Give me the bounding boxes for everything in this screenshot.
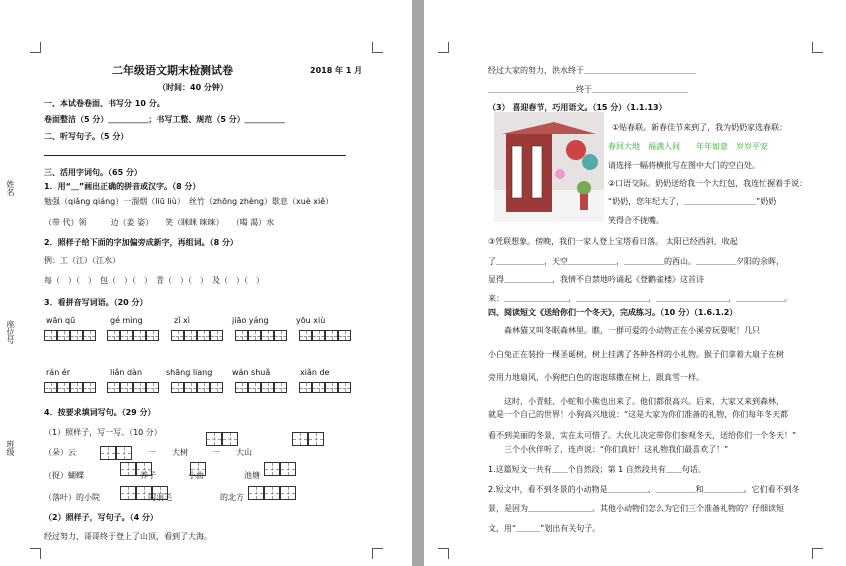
- page-left: [0, 0, 412, 566]
- question-2-row: 每（ ）（ ） 包（ ）（ ） 青（ ）（ ） 及（ ）（ ）: [44, 276, 264, 285]
- writing-grid[interactable]: [171, 330, 223, 341]
- question-3: 3．看拼音写词语。（20 分）: [44, 298, 148, 307]
- crop-mark: [438, 42, 449, 53]
- oral-task: ②口语交际。奶奶送给我一个大红包，我连忙握着手说：: [608, 179, 808, 188]
- pinyin-label: zǐ xì: [174, 316, 190, 325]
- crop-mark: [372, 42, 383, 53]
- question-4-2: （2）照样子，写句子。（4 分）: [44, 513, 158, 522]
- writing-grid[interactable]: [44, 382, 96, 393]
- couplet-task: ①贴春联。新春佳节来到了，我为奶奶家选春联：: [612, 123, 788, 132]
- writing-grid[interactable]: [206, 432, 238, 446]
- pinyin-label: wān qū: [46, 316, 76, 325]
- question-2-example: 例：工（江）（江水）: [44, 256, 120, 265]
- oral-dialog-end: 笑得合不拢嘴。: [608, 216, 664, 225]
- writing-grid[interactable]: [235, 330, 287, 341]
- text-line: ＿＿＿＿＿＿＿＿＿＿＿终于＿＿＿＿＿＿＿＿＿＿＿＿: [488, 85, 688, 94]
- question-4-row-3: （落叶）的小院 的羽毛 的北方: [44, 493, 244, 502]
- crop-mark: [812, 548, 823, 559]
- answer-line: [44, 155, 346, 156]
- exam-date: 2018 年 1 月: [310, 66, 363, 75]
- imagine-line-3: 显得＿＿＿＿＿＿，我情不自禁地吟诵起《登鹳雀楼》这首诗: [488, 275, 704, 284]
- crop-mark: [438, 548, 449, 559]
- section-4-heading: 四、阅读短文《送给你们一个冬天》，完成练习。（10 分）（1.6.1.2）: [488, 308, 738, 317]
- section-1: 一、本试卷卷面、书写分 10 分。: [44, 99, 165, 108]
- question-2: 2．照样子给下面的字加偏旁成新字，再组词。（8 分）: [44, 238, 238, 247]
- imagine-task: ③凭联想象。傍晚，我们一家人登上宝塔看日落。 太阳已经西斜，收起: [488, 237, 738, 246]
- section-3: 三、活用字词句。（65 分）: [44, 168, 142, 177]
- crop-mark: [30, 548, 41, 559]
- writing-grid[interactable]: [299, 330, 351, 341]
- page-right: [424, 0, 846, 566]
- exam-time: （时间：40 分钟）: [158, 83, 228, 92]
- pinyin-label: yōu xiù: [296, 316, 326, 325]
- writing-grid[interactable]: [107, 330, 159, 341]
- pinyin-label: xiǎn de: [300, 368, 330, 377]
- section-2: 二、听写句子。（5 分）: [44, 132, 129, 141]
- question-4-row-2: （捉）蝴蝶 养子 小曲 池塘: [44, 471, 260, 480]
- couplet-instruction: 请选择一幅将横批写在图中大门的空白处。: [608, 161, 760, 170]
- pinyin-label: jiāo yáng: [232, 316, 269, 325]
- question-4-row-1: （朵）云 一 大树 一 大山: [44, 448, 252, 457]
- answer-question-2: 2.短文中，看不到冬景的小动物是＿＿＿＿＿、＿＿＿＿＿和＿＿＿＿＿。它们看不到冬: [488, 485, 800, 494]
- question-1-row-2: （带 代）领 边（姜 姿） 笑（眯眯 咪咪） （喝 渴）水: [44, 218, 275, 227]
- question-1: 1．用“＿”画出正确的拼音或汉字。（8 分）: [44, 182, 201, 191]
- imagine-line-2: 了＿＿＿＿＿＿，天空＿＿＿＿＿＿，＿＿＿＿＿的西山。＿＿＿＿＿夕阳的余晖，: [488, 257, 784, 266]
- writing-grid[interactable]: [292, 432, 324, 446]
- writing-grid[interactable]: [248, 486, 296, 500]
- question-4: 4．按要求填词写句。（29 分）: [44, 408, 156, 417]
- imagine-line-4: 来：＿＿＿＿＿＿＿＿，＿＿＿＿＿＿＿＿＿，＿＿＿＿＿＿＿＿＿，＿＿＿＿＿＿。: [488, 294, 792, 303]
- crop-mark: [30, 42, 41, 53]
- writing-grid[interactable]: [299, 382, 351, 393]
- writing-grid[interactable]: [107, 382, 159, 393]
- side-label-name: 姓名: [6, 180, 15, 196]
- section-1-scores: 卷面整洁（5 分）＿＿＿＿＿；书写工整、规范（5 分）＿＿＿＿＿: [44, 115, 285, 124]
- writing-grid[interactable]: [100, 446, 132, 460]
- passage-line: 看不到美丽的冬景，实在太可惜了。大伙儿决定带你们参观冬天，送给你们一个冬天！”: [488, 431, 797, 440]
- question-4-2-example: 经过努力，哥哥终于登上了山顶，看到了大海。: [44, 532, 212, 541]
- side-label-class: 班级: [6, 440, 15, 456]
- writing-grid[interactable]: [120, 486, 168, 500]
- passage-line: 小白兔正在装扮一棵圣诞树，树上挂满了各种各样的小礼物。猴子们拿着大扇子在树: [488, 350, 784, 359]
- answer-question-2-line-3: 文，用“＿＿＿”划出有关句子。: [488, 524, 601, 533]
- passage-line: 旁用力地扇风，小狗把白色的泡泡球撒在树上，跟真雪一样。: [488, 373, 704, 382]
- pinyin-label: rán ér: [46, 368, 71, 377]
- pinyin-label: wán shuǎ: [232, 368, 271, 377]
- pinyin-label: liǎn dàn: [110, 368, 143, 377]
- oral-dialog: “奶奶，您年纪大了，＿＿＿＿＿＿＿＿＿”奶奶: [608, 197, 777, 206]
- crop-mark: [372, 548, 383, 559]
- writing-grid[interactable]: [120, 462, 152, 476]
- writing-grid[interactable]: [171, 382, 223, 393]
- passage-line: 三个小伙伴听了，连声说：“你们真好！这礼物我们最喜欢了！”: [488, 445, 729, 454]
- illustration-svg: [494, 112, 604, 222]
- text-line: 经过大家的努力，洪水终于＿＿＿＿＿＿＿＿＿＿＿＿＿＿: [488, 66, 696, 75]
- page-title: 二年级语文期末检测试卷: [112, 64, 233, 77]
- question-1-row-1: 勉强（qiǎng qiáng）一溜烟（liū liù） 丝竹（zhōng zhèng）歇息（xuè xiě）: [44, 197, 334, 206]
- passage-line: 就是一个自己的世界！小狗高兴地说：“这是大家为你们准备的礼物，你们每年冬天都: [488, 410, 789, 419]
- answer-question-2-line-2: 景，是因为＿＿＿＿＿＿＿＿。其他小动物们怎么为它们三个准备礼物的？仔细读短: [488, 504, 784, 513]
- writing-grid[interactable]: [264, 462, 296, 476]
- writing-grid[interactable]: [44, 330, 96, 341]
- pinyin-label: gé mìng: [110, 316, 143, 325]
- couplet-options: 春回大地 福满人间 年年如意 岁岁平安: [608, 142, 768, 151]
- spring-festival-illustration: [494, 112, 604, 222]
- side-label-seat: 座位号: [6, 320, 15, 344]
- writing-grid[interactable]: [190, 462, 206, 476]
- writing-grid[interactable]: [235, 382, 287, 393]
- answer-question-1: 1.这篇短文一共有＿＿个自然段；第 1 自然段共有＿＿句话。: [488, 465, 706, 474]
- passage-line: 森林猫又叫冬眠森林里。瞧，一群可爱的小动物正在小溪旁玩耍呢！几只: [488, 326, 760, 335]
- question-3-heading: （3） 喜迎春节，巧用语文。（15 分）（1.1.13）: [488, 103, 667, 112]
- crop-mark: [812, 42, 823, 53]
- question-4-1: （1）照样子，写一写。（10 分）: [44, 428, 162, 437]
- pinyin-label: shāng liang: [166, 368, 213, 377]
- passage-line: 这时，小青蛙、小蛇和小熊也出来了。他们都很高兴。后来，大家又来到森林，: [488, 397, 784, 406]
